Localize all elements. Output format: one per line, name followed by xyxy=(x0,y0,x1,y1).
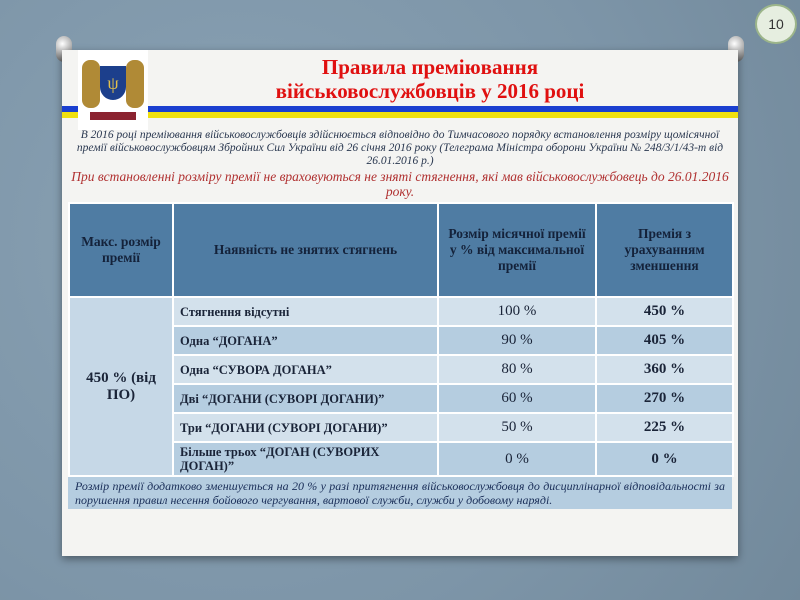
penalty-cell: Більше трьох “ДОГАН (СУВОРИХ ДОГАН)” xyxy=(173,442,438,476)
trident-icon: ψ xyxy=(100,66,126,100)
page-number: 10 xyxy=(755,4,797,44)
percent-cell: 80 % xyxy=(438,355,596,384)
percent-cell: 50 % xyxy=(438,413,596,442)
title-line-2: військовослужбовців у 2016 році xyxy=(275,79,585,103)
penalty-cell: Дві “ДОГАНИ (СУВОРІ ДОГАНИ)” xyxy=(173,384,438,413)
table-header xyxy=(69,203,733,297)
max-premium-cell: 450 % (від ПО) xyxy=(69,297,173,476)
penalty-cell: Стягнення відсутні xyxy=(173,297,438,326)
warning-text: При встановленні розміру премії не враховуються не зняті стягнення, які мав військовослужбовець до 26.01.2016 року. xyxy=(71,169,729,199)
result-cell: 360 % xyxy=(596,355,733,384)
slide-title xyxy=(150,55,710,103)
result-cell: 225 % xyxy=(596,413,733,442)
penalty-cell: Три “ДОГАНИ (СУВОРІ ДОГАНИ)” xyxy=(173,413,438,442)
title-line-1: Правила преміювання xyxy=(321,55,539,79)
emblem-logo xyxy=(78,50,148,130)
header-percent: Розмір місячної премії у % від максимальної премії xyxy=(438,203,596,297)
percent-cell: 0 % xyxy=(438,442,596,476)
premium-table xyxy=(68,202,734,477)
header-result: Премія з урахуванням зменшення xyxy=(596,203,733,297)
header-penalties: Наявність не знятих стягнень xyxy=(173,203,438,297)
result-cell: 405 % xyxy=(596,326,733,355)
table-row xyxy=(69,297,733,326)
result-cell: 450 % xyxy=(596,297,733,326)
result-cell: 0 % xyxy=(596,442,733,476)
result-cell: 270 % xyxy=(596,384,733,413)
percent-cell: 90 % xyxy=(438,326,596,355)
percent-cell: 100 % xyxy=(438,297,596,326)
slide-content xyxy=(68,129,732,509)
intro-text: В 2016 році преміювання військовослужбовців здійснюється відповідно до Тимчасового порядку встановлення розміру щомісячної премії військовослужбовцям Збройних Сил України від 26 січня 2016 року (Телеграма Міністра оборони України № 248/3/1/43-т від 26.01.2016 р.) xyxy=(76,129,724,167)
penalty-cell: Одна “СУВОРА ДОГАНА” xyxy=(173,355,438,384)
footnote: Розмір премії додатково зменшується на 20 % у разі притягнення військовослужбовця до дисциплінарної відповідальності за порушення правил несення бойового чергування, вартової служби, служби у добовому наряді. xyxy=(68,477,732,509)
penalty-cell: Одна “ДОГАНА” xyxy=(173,326,438,355)
header-max: Макс. розмір премії xyxy=(69,203,173,297)
flag-stripe-yellow xyxy=(62,112,738,118)
percent-cell: 60 % xyxy=(438,384,596,413)
